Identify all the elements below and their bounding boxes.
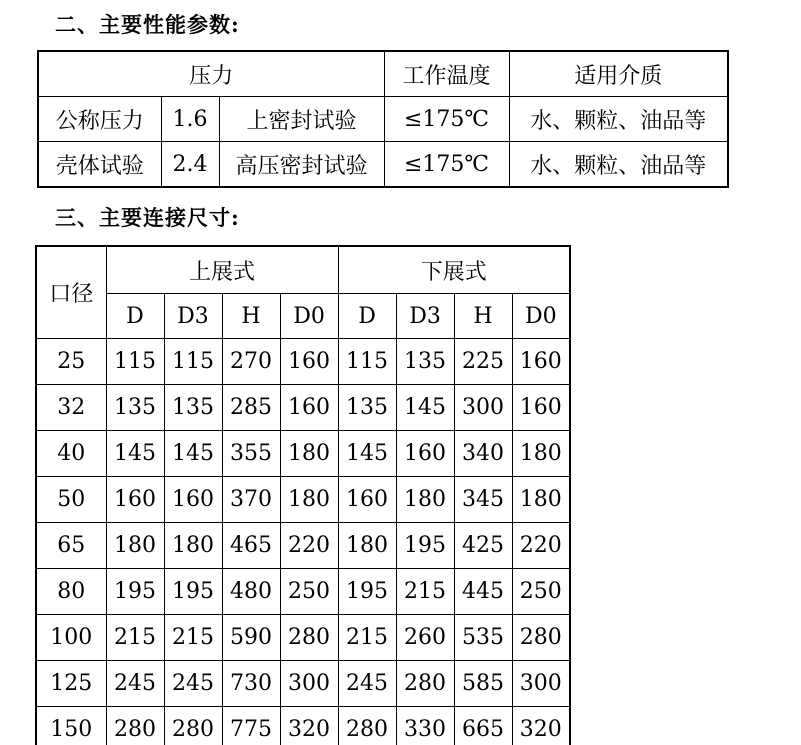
cell: 330 bbox=[396, 707, 454, 745]
cell: 水、颗粒、油品等 bbox=[509, 142, 728, 188]
cell: 300 bbox=[280, 661, 338, 707]
header-cell-group-top: 上展式 bbox=[106, 246, 338, 294]
cell: 280 bbox=[338, 707, 396, 745]
cell: 445 bbox=[454, 569, 512, 615]
cell: 320 bbox=[512, 707, 570, 745]
cell: 340 bbox=[454, 431, 512, 477]
cell: 370 bbox=[222, 477, 280, 523]
table-header-row bbox=[36, 246, 570, 294]
cell: 180 bbox=[280, 431, 338, 477]
cell: 215 bbox=[164, 615, 222, 661]
cell: ≤175℃ bbox=[384, 142, 509, 188]
cell: 115 bbox=[164, 339, 222, 385]
cell: 180 bbox=[512, 431, 570, 477]
cell: 100 bbox=[36, 615, 106, 661]
cell: 775 bbox=[222, 707, 280, 745]
cell: 上密封试验 bbox=[219, 97, 384, 142]
cell: 145 bbox=[396, 385, 454, 431]
cell: 245 bbox=[164, 661, 222, 707]
cell: 280 bbox=[280, 615, 338, 661]
cell: 160 bbox=[512, 385, 570, 431]
cell: 115 bbox=[106, 339, 164, 385]
header-cell: D0 bbox=[280, 294, 338, 339]
cell: 195 bbox=[338, 569, 396, 615]
cell: 145 bbox=[338, 431, 396, 477]
header-cell-diameter: 口径 bbox=[36, 246, 106, 339]
cell: 225 bbox=[454, 339, 512, 385]
table-subheader-row bbox=[36, 294, 570, 339]
cell: 280 bbox=[106, 707, 164, 745]
cell: 160 bbox=[396, 431, 454, 477]
cell: 145 bbox=[106, 431, 164, 477]
cell: 水、颗粒、油品等 bbox=[509, 97, 728, 142]
cell: 180 bbox=[338, 523, 396, 569]
cell: 160 bbox=[280, 385, 338, 431]
cell: 180 bbox=[280, 477, 338, 523]
cell: 高压密封试验 bbox=[219, 142, 384, 188]
header-cell-media: 适用介质 bbox=[509, 51, 728, 97]
cell: 160 bbox=[106, 477, 164, 523]
cell: 160 bbox=[280, 339, 338, 385]
cell: ≤175℃ bbox=[384, 97, 509, 142]
section-heading-dimensions: 三、主要连接尺寸: bbox=[55, 205, 240, 230]
cell: 115 bbox=[338, 339, 396, 385]
cell: 180 bbox=[396, 477, 454, 523]
cell: 2.4 bbox=[161, 142, 219, 188]
cell: 220 bbox=[512, 523, 570, 569]
cell: 50 bbox=[36, 477, 106, 523]
cell: 25 bbox=[36, 339, 106, 385]
cell: 180 bbox=[164, 523, 222, 569]
cell: 40 bbox=[36, 431, 106, 477]
cell: 730 bbox=[222, 661, 280, 707]
cell: 280 bbox=[512, 615, 570, 661]
cell: 公称压力 bbox=[38, 97, 161, 142]
cell: 300 bbox=[512, 661, 570, 707]
table-row bbox=[36, 569, 570, 615]
cell: 160 bbox=[164, 477, 222, 523]
header-cell: D3 bbox=[396, 294, 454, 339]
dimensions-table bbox=[35, 245, 571, 745]
cell: 215 bbox=[106, 615, 164, 661]
table-row bbox=[36, 661, 570, 707]
header-cell-group-bottom: 下展式 bbox=[338, 246, 570, 294]
header-cell-working-temp: 工作温度 bbox=[384, 51, 509, 97]
cell: 80 bbox=[36, 569, 106, 615]
cell: 590 bbox=[222, 615, 280, 661]
cell: 180 bbox=[106, 523, 164, 569]
cell: 425 bbox=[454, 523, 512, 569]
cell: 355 bbox=[222, 431, 280, 477]
cell: 1.6 bbox=[161, 97, 219, 142]
table-row bbox=[36, 431, 570, 477]
cell: 125 bbox=[36, 661, 106, 707]
table-row bbox=[38, 97, 728, 142]
cell: 160 bbox=[512, 339, 570, 385]
header-cell: H bbox=[454, 294, 512, 339]
cell: 135 bbox=[338, 385, 396, 431]
performance-table bbox=[37, 50, 729, 188]
cell: 135 bbox=[164, 385, 222, 431]
table-row bbox=[36, 477, 570, 523]
cell: 665 bbox=[454, 707, 512, 745]
cell: 465 bbox=[222, 523, 280, 569]
cell: 245 bbox=[106, 661, 164, 707]
cell: 260 bbox=[396, 615, 454, 661]
header-cell: H bbox=[222, 294, 280, 339]
cell: 280 bbox=[164, 707, 222, 745]
cell: 135 bbox=[106, 385, 164, 431]
cell: 480 bbox=[222, 569, 280, 615]
cell: 180 bbox=[512, 477, 570, 523]
table-row bbox=[36, 385, 570, 431]
cell: 215 bbox=[396, 569, 454, 615]
cell: 245 bbox=[338, 661, 396, 707]
header-cell: D bbox=[106, 294, 164, 339]
cell: 300 bbox=[454, 385, 512, 431]
cell: 270 bbox=[222, 339, 280, 385]
cell: 250 bbox=[512, 569, 570, 615]
cell: 壳体试验 bbox=[38, 142, 161, 188]
table-row bbox=[38, 142, 728, 188]
table-row bbox=[36, 615, 570, 661]
table-row bbox=[36, 339, 570, 385]
cell: 150 bbox=[36, 707, 106, 745]
cell: 195 bbox=[106, 569, 164, 615]
cell: 32 bbox=[36, 385, 106, 431]
header-cell: D3 bbox=[164, 294, 222, 339]
cell: 145 bbox=[164, 431, 222, 477]
section-heading-performance: 二、主要性能参数: bbox=[55, 12, 240, 37]
cell: 220 bbox=[280, 523, 338, 569]
cell: 345 bbox=[454, 477, 512, 523]
table-row bbox=[36, 523, 570, 569]
cell: 285 bbox=[222, 385, 280, 431]
table-header-row bbox=[38, 51, 728, 97]
header-cell: D bbox=[338, 294, 396, 339]
cell: 250 bbox=[280, 569, 338, 615]
header-cell: D0 bbox=[512, 294, 570, 339]
table-row bbox=[36, 707, 570, 745]
cell: 585 bbox=[454, 661, 512, 707]
cell: 320 bbox=[280, 707, 338, 745]
cell: 195 bbox=[164, 569, 222, 615]
cell: 280 bbox=[396, 661, 454, 707]
cell: 215 bbox=[338, 615, 396, 661]
cell: 65 bbox=[36, 523, 106, 569]
header-cell-pressure: 压力 bbox=[38, 51, 384, 97]
cell: 195 bbox=[396, 523, 454, 569]
cell: 535 bbox=[454, 615, 512, 661]
cell: 160 bbox=[338, 477, 396, 523]
cell: 135 bbox=[396, 339, 454, 385]
